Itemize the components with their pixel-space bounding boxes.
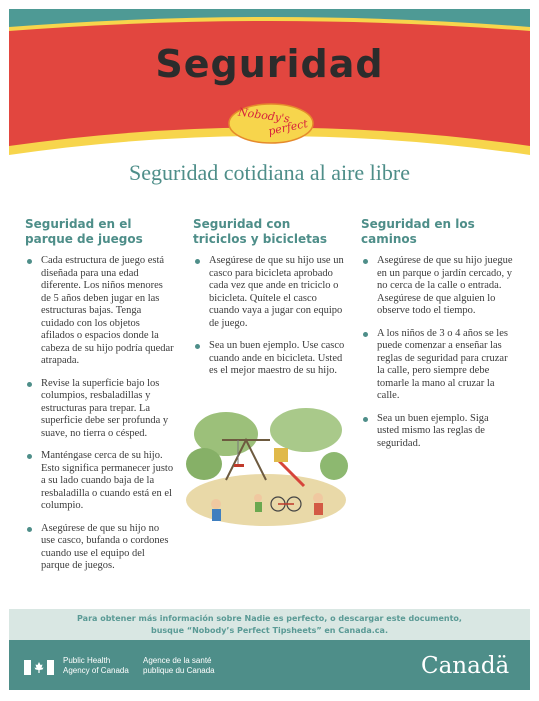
footer-line-2: busque “Nobody’s Perfect Tipsheets” en Canada.ca. xyxy=(151,626,388,635)
agency-en-line-2: Agency of Canada xyxy=(63,665,129,675)
government-footer xyxy=(9,640,530,690)
list-item: Revise la superficie bajo los columpios, resbaladillas y estructuras para trepar. La superficie debe ser profunda y suave, no tierra o césped. xyxy=(25,378,175,441)
column-roads xyxy=(361,217,513,450)
agency-fr-line-2: publique du Canada xyxy=(143,665,215,675)
page-title: Seguridad xyxy=(155,42,384,86)
playground-illustration xyxy=(186,404,348,526)
footer-line-1: Para obtener más información sobre Nadie es perfecto, o descargar este documento, xyxy=(77,614,462,623)
agency-name-en xyxy=(63,656,143,675)
column-bicycles xyxy=(193,217,345,378)
canada-wordmark: Canadä xyxy=(421,653,510,679)
list-item: Asegúrese de que su hijo juegue en un parque o jardín cercado, y no cerca de la calle o entrada. Asegúrese de que alguien lo observe todo el tiempo. xyxy=(361,255,513,318)
list-item: Asegúrese de que su hijo no use casco, bufanda o cordones cuando use el equipo del parque de juegos. xyxy=(25,523,175,573)
agency-name-fr xyxy=(143,656,243,675)
column-playground xyxy=(25,217,175,573)
list-item: Sea un buen ejemplo. Use casco cuando ande en bicicleta. Usted es el mejor maestro de su hijo. xyxy=(193,340,345,378)
bullet-list xyxy=(193,255,345,378)
column-heading: Seguridad en el parque de juegos xyxy=(25,217,143,246)
list-item: A los niños de 3 o 4 años se les puede comenzar a enseñar las reglas de seguridad para cruzar la calle, pero siempre debe tomarle la mano al cruzar la calle. xyxy=(361,328,513,403)
logo-text-perfect: perfect xyxy=(267,116,309,139)
logo-text-nobodys: Nobody's xyxy=(237,105,291,126)
column-heading: Seguridad en los caminos xyxy=(361,217,475,246)
list-item: Cada estructura de juego está diseñada para una edad diferente. Los niños menores de 5 años deben jugar en las estructuras bajas. Tenga cuidado con los objetos afilados o espacios donde la cabeza de su hijo podría quedar atrapada. xyxy=(25,255,175,368)
tipsheet-page xyxy=(9,9,530,690)
agency-fr-line-1: Agence de la santé xyxy=(143,656,212,665)
list-item: Asegúrese de que su hijo use un casco para bicicleta aprobado cada vez que ande en triciclo o bicicleta. Quítele el casco cuando vaya a jugar con equipo de juego. xyxy=(193,255,345,330)
nobodys-perfect-logo xyxy=(228,103,314,144)
bullet-list xyxy=(25,255,175,573)
footer-info-text xyxy=(9,613,530,637)
list-item: Manténgase cerca de su hijo. Esto significa permanecer justo a su lado cuando baja de la resbaladilla o cuando está en el columpio. xyxy=(25,450,175,513)
canada-flag-icon xyxy=(24,660,54,675)
agency-en-line-1: Public Health xyxy=(63,656,111,665)
column-heading: Seguridad con triciclos y bicicletas xyxy=(193,217,328,246)
page-subtitle: Seguridad cotidiana al aire libre xyxy=(129,160,410,185)
list-item: Sea un buen ejemplo. Siga usted mismo las reglas de seguridad. xyxy=(361,413,513,451)
bullet-list xyxy=(361,255,513,450)
